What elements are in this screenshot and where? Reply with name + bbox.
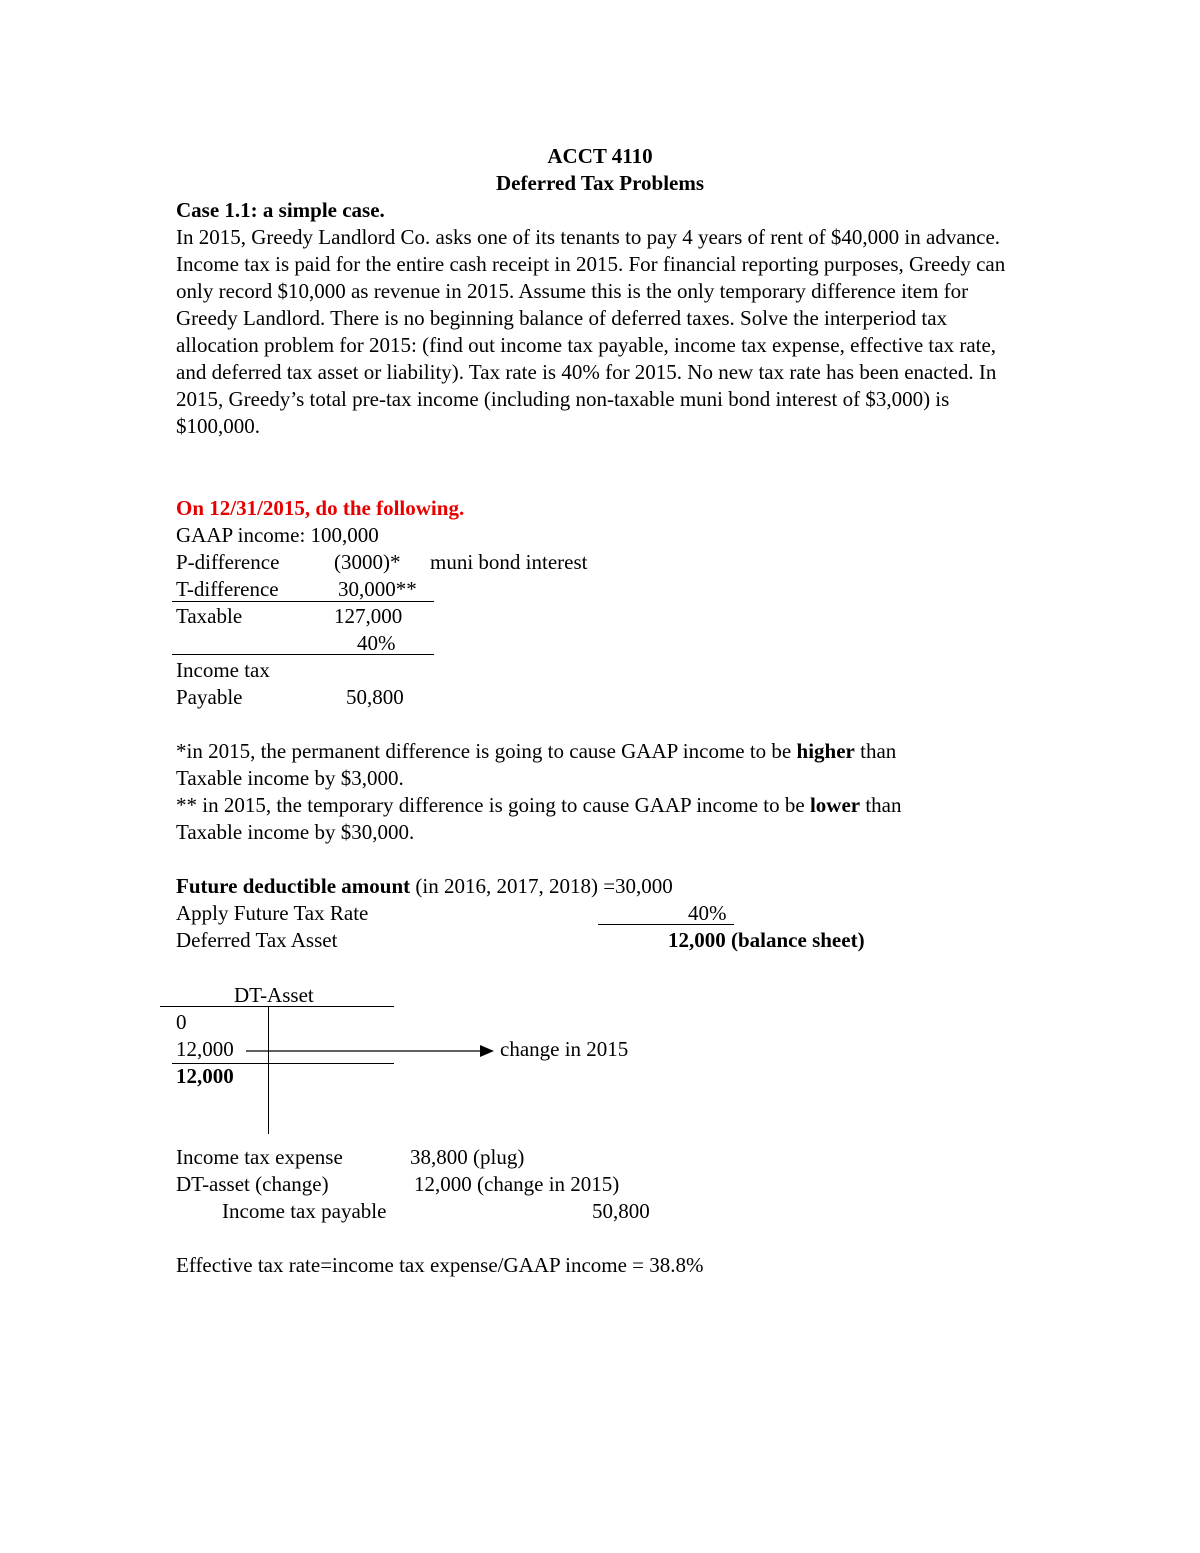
t-account-title: DT-Asset <box>234 983 314 1007</box>
case-body <box>176 224 1026 440</box>
journal-asset-value: 12,000 (change in 2015) <box>414 1172 620 1196</box>
t-difference-value: 30,000** <box>338 577 417 601</box>
note-temporary-emphasis: lower <box>809 793 861 817</box>
arrow-icon <box>246 1040 496 1060</box>
journal-expense-label: Income tax expense <box>176 1145 343 1169</box>
case-body-text: In 2015, Greedy Landlord Co. asks one of its tenants to pay 4 years of rent of $40,000 in advance. Income tax is paid for the entire cash receipt in 2015. For financial reporting purposes, Greedy can only record $10,000 as revenue in 2015. Assume this is the only temporary difference item for Greedy Landlord. There is no beginning balance of deferred taxes. Solve the interperiod tax allocation problem for 2015: (find out income tax payable, income tax expense, effective tax rate, and deferred tax asset or liability). Tax rate is 40% for 2015. No new tax rate has been enacted. In 2015, Greedy’s total pre-tax income (including non-taxable muni bond interest of $3,000) is $100,000. <box>176 225 1006 438</box>
note-permanent: *in 2015, the permanent difference is going to cause GAAP income to be higher than <box>176 739 897 763</box>
t-difference-label: T-difference <box>176 577 279 601</box>
taxable-label: Taxable <box>176 604 243 628</box>
rate-underline <box>172 654 434 655</box>
taxable-value: 127,000 <box>334 604 403 628</box>
t-account-top-line <box>160 1006 394 1007</box>
note-permanent-emphasis: higher <box>796 739 855 763</box>
payable-label: Payable <box>176 685 243 709</box>
payable-value: 50,800 <box>346 685 404 709</box>
t-account-beginning: 0 <box>176 1010 187 1034</box>
journal-payable-value: 50,800 <box>592 1199 650 1223</box>
note-temporary: ** in 2015, the temporary difference is going to cause GAAP income to be lower than <box>176 793 902 817</box>
dta-label: Deferred Tax Asset <box>176 928 338 952</box>
apply-rate-label: Apply Future Tax Rate <box>176 901 369 925</box>
future-deductible-line: Future deductible amount (in 2016, 2017, 2018) =30,000 <box>176 874 673 898</box>
journal-expense-value: 38,800 (plug) <box>410 1145 525 1169</box>
tax-rate-value: 40% <box>357 631 396 655</box>
arrow-label: change in 2015 <box>500 1037 629 1061</box>
p-difference-note: muni bond interest <box>430 550 588 574</box>
journal-asset-label: DT-asset (change) <box>176 1172 329 1196</box>
t-account-change: 12,000 <box>176 1037 234 1061</box>
p-difference-label: P-difference <box>176 550 280 574</box>
note-permanent-line2: Taxable income by $3,000. <box>176 766 404 790</box>
apply-rate-underline <box>598 924 734 925</box>
course-title: ACCT 4110 <box>547 144 653 168</box>
p-difference-value: (3000)* <box>334 550 401 574</box>
instruction-heading: On 12/31/2015, do the following. <box>176 496 465 520</box>
effective-tax-rate: Effective tax rate=income tax expense/GAAP income = 38.8% <box>176 1253 704 1277</box>
apply-rate-value: 40% <box>688 901 727 925</box>
t-account-total: 12,000 <box>176 1064 234 1088</box>
gaap-income-line: GAAP income: 100,000 <box>176 523 379 547</box>
dta-value: 12,000 (balance sheet) <box>668 928 865 952</box>
journal-payable-label: Income tax payable <box>222 1199 387 1223</box>
note-temporary-line2: Taxable income by $30,000. <box>176 820 415 844</box>
income-tax-label: Income tax <box>176 658 270 682</box>
taxable-underline <box>172 601 434 602</box>
case-heading: Case 1.1: a simple case. <box>176 198 385 222</box>
document-title: Deferred Tax Problems <box>495 171 705 195</box>
t-account-vertical-line <box>268 1006 269 1134</box>
